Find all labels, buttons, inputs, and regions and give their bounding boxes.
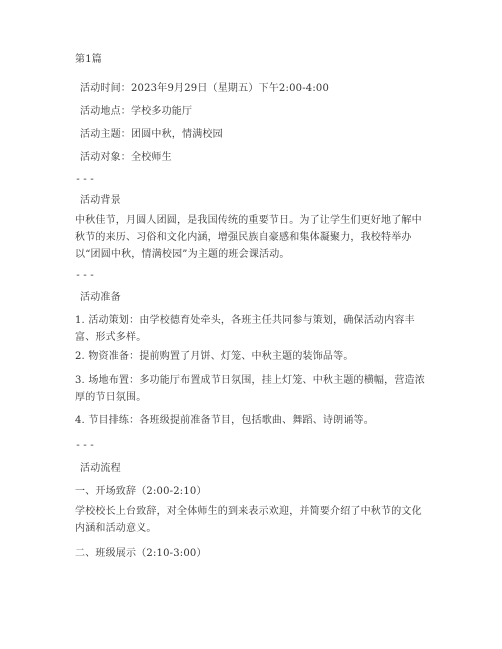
separator: --- xyxy=(75,270,97,281)
event-theme: 活动主题：团圆中秋，情满校园 xyxy=(80,129,223,140)
prep-item: 3. 场地布置：多功能厅布置成节日氛围，挂上灯笼、中秋主题的横幅，营造浓厚的节日氛围。 xyxy=(75,375,425,403)
flow-step-title: 二、班级展示（2:10-3:00） xyxy=(75,548,207,559)
flow-step-title: 一、开场致辞（2:00-2:10） xyxy=(75,486,207,497)
event-audience: 活动对象：全校师生 xyxy=(80,152,172,163)
prep-item: 1. 活动策划：由学校德育处牵头，各班主任共同参与策划，确保活动内容丰富、形式多样。 xyxy=(75,315,415,343)
event-time: 活动时间：2023年9月29日（星期五）下午2:00-4:00 xyxy=(80,83,330,94)
separator: --- xyxy=(75,174,97,185)
separator: --- xyxy=(75,440,97,451)
event-place: 活动地点：学校多功能厅 xyxy=(80,106,193,117)
section-title-background: 活动背景 xyxy=(80,195,121,206)
section-title-preparation: 活动准备 xyxy=(80,292,121,303)
section-title-flow: 活动流程 xyxy=(80,463,121,474)
background-paragraph: 中秋佳节，月圆人团圆，是我国传统的重要节日。为了让学生们更好地了解中秋节的来历、习俗和文化内涵，增强民族自豪感和集体凝聚力，我校特举办以“团圆中秋，情满校园”为主题的班会课活动。 xyxy=(75,215,422,260)
prep-item: 4. 节目排练：各班级提前准备节目，包括歌曲、舞蹈、诗朗诵等。 xyxy=(75,415,374,426)
prep-item: 2. 物资准备：提前购置了月饼、灯笼、中秋主题的装饰品等。 xyxy=(75,351,354,362)
flow-step-text: 学校校长上台致辞，对全体师生的到来表示欢迎，并简要介绍了中秋节的文化内涵和活动意义。 xyxy=(75,506,422,534)
document-heading: 第1篇 xyxy=(75,54,102,65)
